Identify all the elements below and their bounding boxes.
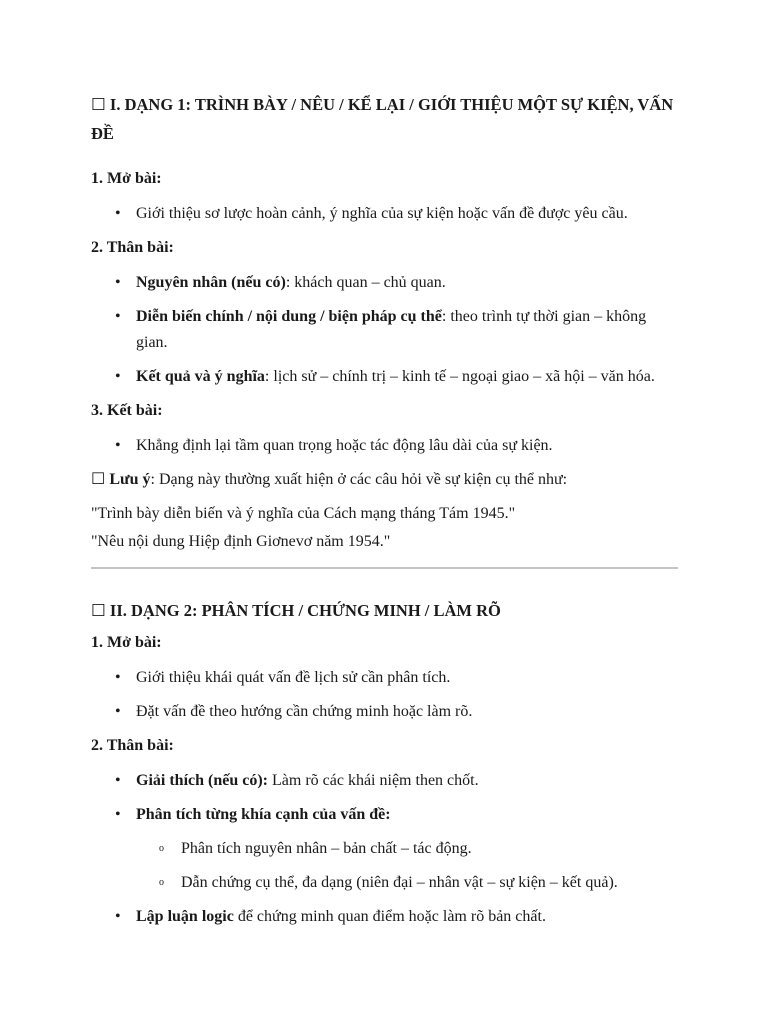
list-item-text: Đặt vấn đề theo hướng cần chứng minh hoặc làm rõ. bbox=[136, 703, 473, 720]
circle-bullet-icon: o bbox=[159, 843, 164, 854]
bullet-icon: • bbox=[115, 308, 121, 325]
list-item-bold: Giải thích (nếu có): bbox=[136, 772, 268, 789]
list-item bbox=[115, 201, 678, 227]
than-bai-list bbox=[91, 270, 678, 390]
list-item-text: để chứng minh quan điểm hoặc làm rõ bản chất. bbox=[233, 908, 546, 925]
list-item-text: Dẫn chứng cụ thể, đa dạng (niên đại – nhân vật – sự kiện – kết quả). bbox=[181, 874, 618, 891]
note-text: : Dạng này thường xuất hiện ở các câu hỏi về sự kiện cụ thể như: bbox=[150, 471, 568, 488]
bullet-icon: • bbox=[115, 703, 121, 720]
section-1-title-text: I. DẠNG 1: TRÌNH BÀY / NÊU / KỂ LẠI / GIỚI THIỆU MỘT SỰ KIỆN, VẤN ĐỀ bbox=[91, 95, 674, 143]
checkbox-icon: ☐ bbox=[91, 95, 106, 114]
bullet-icon: • bbox=[115, 806, 121, 823]
list-item bbox=[115, 904, 678, 930]
list-item-text: : khách quan – chủ quan. bbox=[285, 274, 446, 291]
than-bai-heading: 2. Thân bài: bbox=[91, 239, 174, 256]
sub-list-item bbox=[159, 836, 678, 862]
bullet-icon: • bbox=[115, 274, 121, 291]
section-2-title-text: II. DẠNG 2: PHÂN TÍCH / CHỨNG MINH / LÀM RÕ bbox=[109, 601, 501, 620]
than-bai-list bbox=[91, 768, 678, 828]
than-bai-list-continued bbox=[91, 904, 678, 930]
list-item-text: Giới thiệu sơ lược hoàn cảnh, ý nghĩa của sự kiện hoặc vấn đề được yêu cầu. bbox=[136, 205, 628, 222]
list-item-bold: Phân tích từng khía cạnh của vấn đề: bbox=[136, 806, 391, 823]
list-item bbox=[115, 270, 678, 296]
list-item-bold: Diễn biến chính / nội dung / biện pháp cụ thể bbox=[136, 308, 442, 325]
checkbox-icon: ☐ bbox=[91, 601, 106, 620]
example-line: "Trình bày diễn biến và ý nghĩa của Cách mạng tháng Tám 1945." bbox=[91, 505, 516, 522]
list-item-text: : lịch sử – chính trị – kinh tế – ngoại giao – xã hội – văn hóa. bbox=[264, 368, 655, 385]
list-item-text: Khẳng định lại tầm quan trọng hoặc tác động lâu dài của sự kiện. bbox=[136, 437, 553, 454]
sub-list bbox=[91, 836, 678, 896]
circle-bullet-icon: o bbox=[159, 877, 164, 888]
checkbox-icon: ☐ bbox=[91, 471, 106, 488]
bullet-icon: • bbox=[115, 205, 121, 222]
note-paragraph bbox=[91, 467, 678, 493]
note-label: Lưu ý bbox=[109, 471, 151, 488]
list-item bbox=[115, 802, 678, 828]
list-item bbox=[115, 699, 678, 725]
mo-bai-list bbox=[91, 201, 678, 227]
example-line: "Nêu nội dung Hiệp định Giơnevơ năm 1954." bbox=[91, 533, 391, 550]
list-item-text: Giới thiệu khái quát vấn đề lịch sử cần phân tích. bbox=[136, 669, 451, 686]
list-item bbox=[115, 768, 678, 794]
bullet-icon: • bbox=[115, 772, 121, 789]
bullet-icon: • bbox=[115, 437, 121, 454]
section-divider bbox=[91, 567, 678, 569]
list-item bbox=[115, 433, 678, 459]
list-item-bold: Nguyên nhân (nếu có) bbox=[136, 274, 286, 291]
list-item bbox=[115, 364, 678, 390]
ket-bai-heading: 3. Kết bài: bbox=[91, 402, 163, 419]
bullet-icon: • bbox=[115, 368, 121, 385]
section-2-title bbox=[91, 596, 678, 625]
list-item-bold: Kết quả và ý nghĩa bbox=[136, 368, 265, 385]
list-item bbox=[115, 665, 678, 691]
bullet-icon: • bbox=[115, 908, 121, 925]
list-item-bold: Lập luận logic bbox=[136, 908, 234, 925]
section-1-title bbox=[91, 90, 678, 148]
list-item-text: Phân tích nguyên nhân – bản chất – tác động. bbox=[181, 840, 472, 857]
mo-bai-list bbox=[91, 665, 678, 725]
than-bai-heading: 2. Thân bài: bbox=[91, 737, 174, 754]
sub-list-item bbox=[159, 870, 678, 896]
ket-bai-list bbox=[91, 433, 678, 459]
list-item bbox=[115, 304, 678, 356]
bullet-icon: • bbox=[115, 669, 121, 686]
mo-bai-heading: 1. Mở bài: bbox=[91, 634, 162, 651]
mo-bai-heading: 1. Mở bài: bbox=[91, 170, 162, 187]
list-item-text: Làm rõ các khái niệm then chốt. bbox=[268, 772, 479, 789]
list-item-text: : theo trình tự thời gian – không gian. bbox=[136, 308, 647, 351]
